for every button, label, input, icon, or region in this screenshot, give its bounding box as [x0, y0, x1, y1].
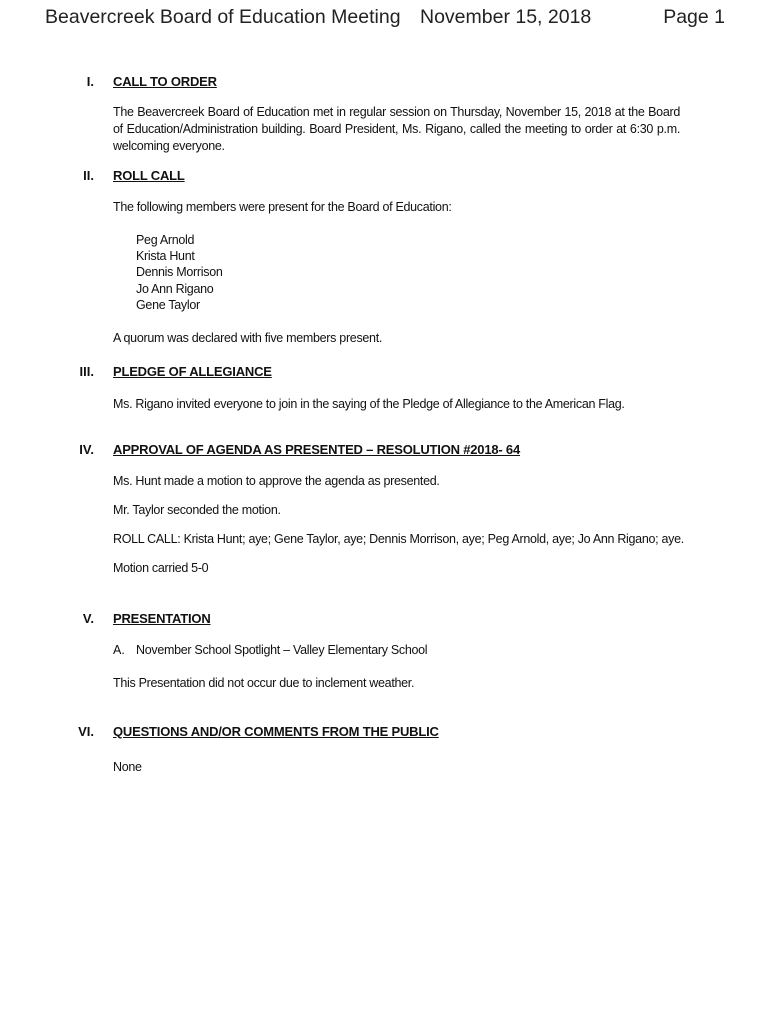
roll-call-vote: ROLL CALL: Krista Hunt; aye; Gene Taylor, aye; Dennis Morrison, aye; Peg Arnold, aye; Jo Ann Rigano; aye. — [113, 532, 684, 546]
section-heading: APPROVAL OF AGENDA AS PRESENTED – RESOLUTION #2018- 64 — [113, 442, 520, 457]
motion-text: Ms. Hunt made a motion to approve the agenda as presented. — [113, 474, 440, 488]
quorum-statement: A quorum was declared with five members present. — [113, 331, 383, 345]
presentation-item: November School Spotlight – Valley Elementary School — [136, 643, 428, 657]
section-heading: CALL TO ORDER — [113, 74, 217, 89]
section-number: III. — [79, 364, 94, 379]
second-text: Mr. Taylor seconded the motion. — [113, 503, 281, 517]
section-number: IV. — [79, 442, 94, 457]
public-comments-text: None — [113, 760, 142, 774]
call-to-order-paragraph: The Beavercreek Board of Education met in regular session on Thursday, November 15, 2018 at the Board of Education/Administration building. Board President, Ms. Rigano, called the meeting to order at 6:30 p.m. welcoming everyone. — [113, 105, 680, 153]
item-letter: A. — [113, 643, 125, 657]
pledge-text: Ms. Rigano invited everyone to join in the saying of the Pledge of Allegiance to the American Flag. — [113, 397, 625, 411]
member-name: Dennis Morrison — [136, 265, 223, 279]
section-number: V. — [82, 611, 94, 626]
member-name: Gene Taylor — [136, 298, 200, 312]
section-number: II. — [83, 168, 94, 183]
member-name: Jo Ann Rigano — [136, 282, 214, 296]
page-number: Page 1 — [663, 6, 725, 28]
document-title: Beavercreek Board of Education Meeting — [45, 6, 401, 28]
section-number: I. — [86, 74, 94, 89]
section-heading: PLEDGE OF ALLEGIANCE — [113, 364, 272, 379]
meeting-date: November 15, 2018 — [420, 6, 592, 28]
motion-result: Motion carried 5-0 — [113, 561, 209, 575]
section-heading: PRESENTATION — [113, 611, 211, 626]
presentation-note: This Presentation did not occur due to inclement weather. — [113, 676, 415, 690]
member-name: Peg Arnold — [136, 233, 195, 247]
section-number: VI. — [78, 724, 94, 739]
member-name: Krista Hunt — [136, 249, 195, 263]
section-heading: ROLL CALL — [113, 168, 185, 183]
roll-call-intro: The following members were present for the Board of Education: — [113, 200, 452, 214]
section-heading: QUESTIONS AND/OR COMMENTS FROM THE PUBLIC — [113, 724, 439, 739]
page-header — [0, 6, 770, 34]
